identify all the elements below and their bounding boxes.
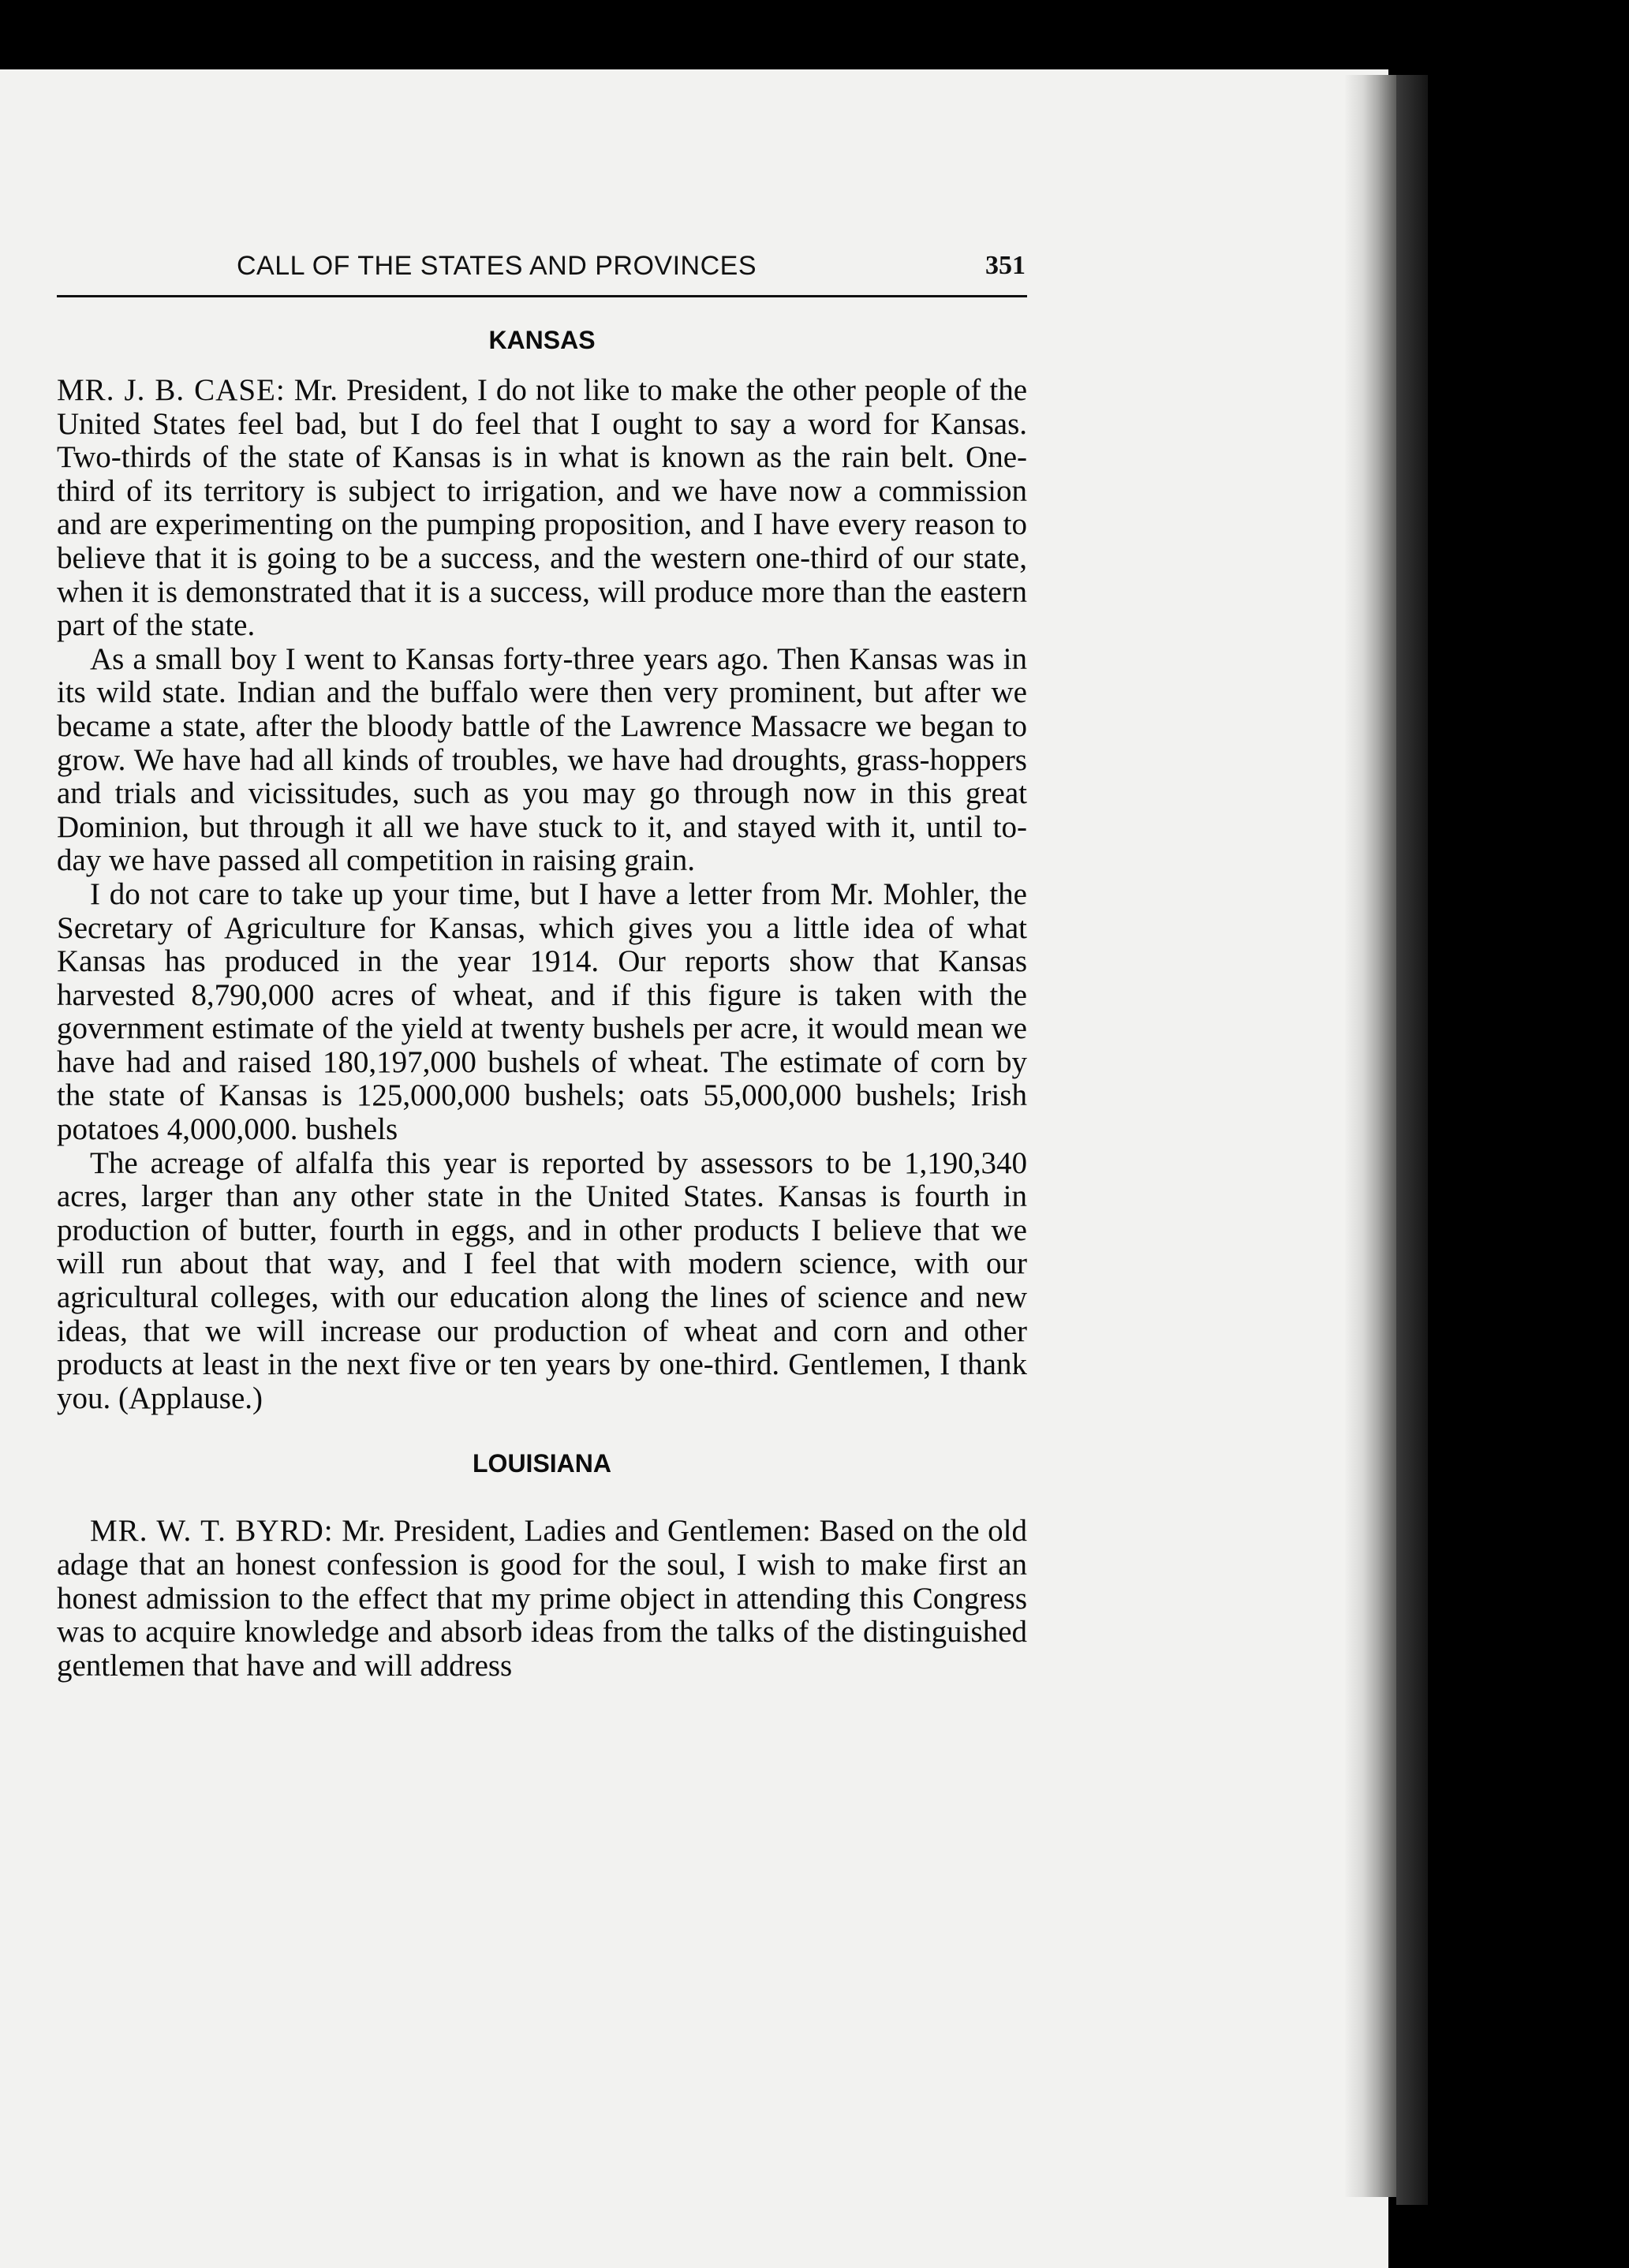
paragraph: As a small boy I went to Kansas forty-three years ago. Then Kansas was in its wild state. Indian and the buffalo were then very prominent, but after we became a state, after the bloody battle of the Lawrence Massacre we began to grow. We have had all kinds of troubles, we have had droughts, grass-hoppers and trials and vicissitudes, such as you may go through now in this great Dominion, but through it all we have stuck to it, and stayed with it, until to-day we have passed all competition in raising grain. xyxy=(57,641,1027,878)
paragraph: I do not care to take up your time, but I have a letter from Mr. Mohler, the Secretary of Agriculture for Kansas, which gives you a little idea of what Kansas has produced in the year 1914. Our reports show that Kansas harvested 8,790,000 acres of wheat, and if this figure is taken with the government estimate of the yield at twenty bushels per acre, it would mean we have had and raised 180,197,000 bushels of wheat. The estimate of corn by the state of Kansas is 125,000,000 bushels; oats 55,000,000 bushels; Irish potatoes 4,000,000. bushels xyxy=(57,876,1027,1147)
speaker-name: MR. W. T. BYRD: xyxy=(90,1514,334,1549)
running-header xyxy=(57,251,1027,290)
page-number: 351 xyxy=(985,251,1026,280)
section-heading-louisiana: LOUISIANA xyxy=(473,1449,611,1478)
paragraph: The acreage of alfalfa this year is reported by assessors to be 1,190,340 acres, larger than any other state in the United States. Kansas is fourth in production of butter, fourth in eggs, and in other products I believe that we will run about that way, and I feel that with modern science, with our agricultural colleges, with our education along the lines of science and new ideas, that we will increase our production of wheat and corn and other products at least in the next five or ten years by one-third. Gentlemen, I thank you. (Applause.) xyxy=(57,1145,1027,1415)
paragraph-text: Mr. President, Ladies and Gentlemen: Based on the old adage that an honest confession is good for the soul, I wish to make first an honest admission to the effect that my prime object in attending this Congress was to acquire knowledge and absorb ideas from the talks of the distinguished gentlemen that have and will address xyxy=(57,1514,1028,1683)
page-binding-shadow xyxy=(1345,75,1396,2197)
speaker-name: MR. J. B. CASE: xyxy=(57,373,286,407)
paragraph-text: Mr. President, I do not like to make the other people of the United States feel bad, but I do feel that I ought to say a word for Kansas. Two-thirds of the state of Kansas is in what is known as the rain belt. One-third of its territory is subject to irrigation, and we have now a commission and are experimenting on the pumping proposition, and I have every reason to believe that it is going to be a success, and the western one-third of our state, when it is demonstrated that it is a success, will produce more than the eastern part of the state. xyxy=(57,373,1028,643)
book-fore-edge xyxy=(1396,75,1428,2205)
paragraph xyxy=(57,1515,1027,1683)
paragraph xyxy=(57,374,1027,643)
section-heading-kansas: KANSAS xyxy=(488,326,596,354)
running-title: CALL OF THE STATES AND PROVINCES xyxy=(237,251,757,281)
page-body xyxy=(57,323,1027,1683)
header-rule xyxy=(57,295,1027,297)
